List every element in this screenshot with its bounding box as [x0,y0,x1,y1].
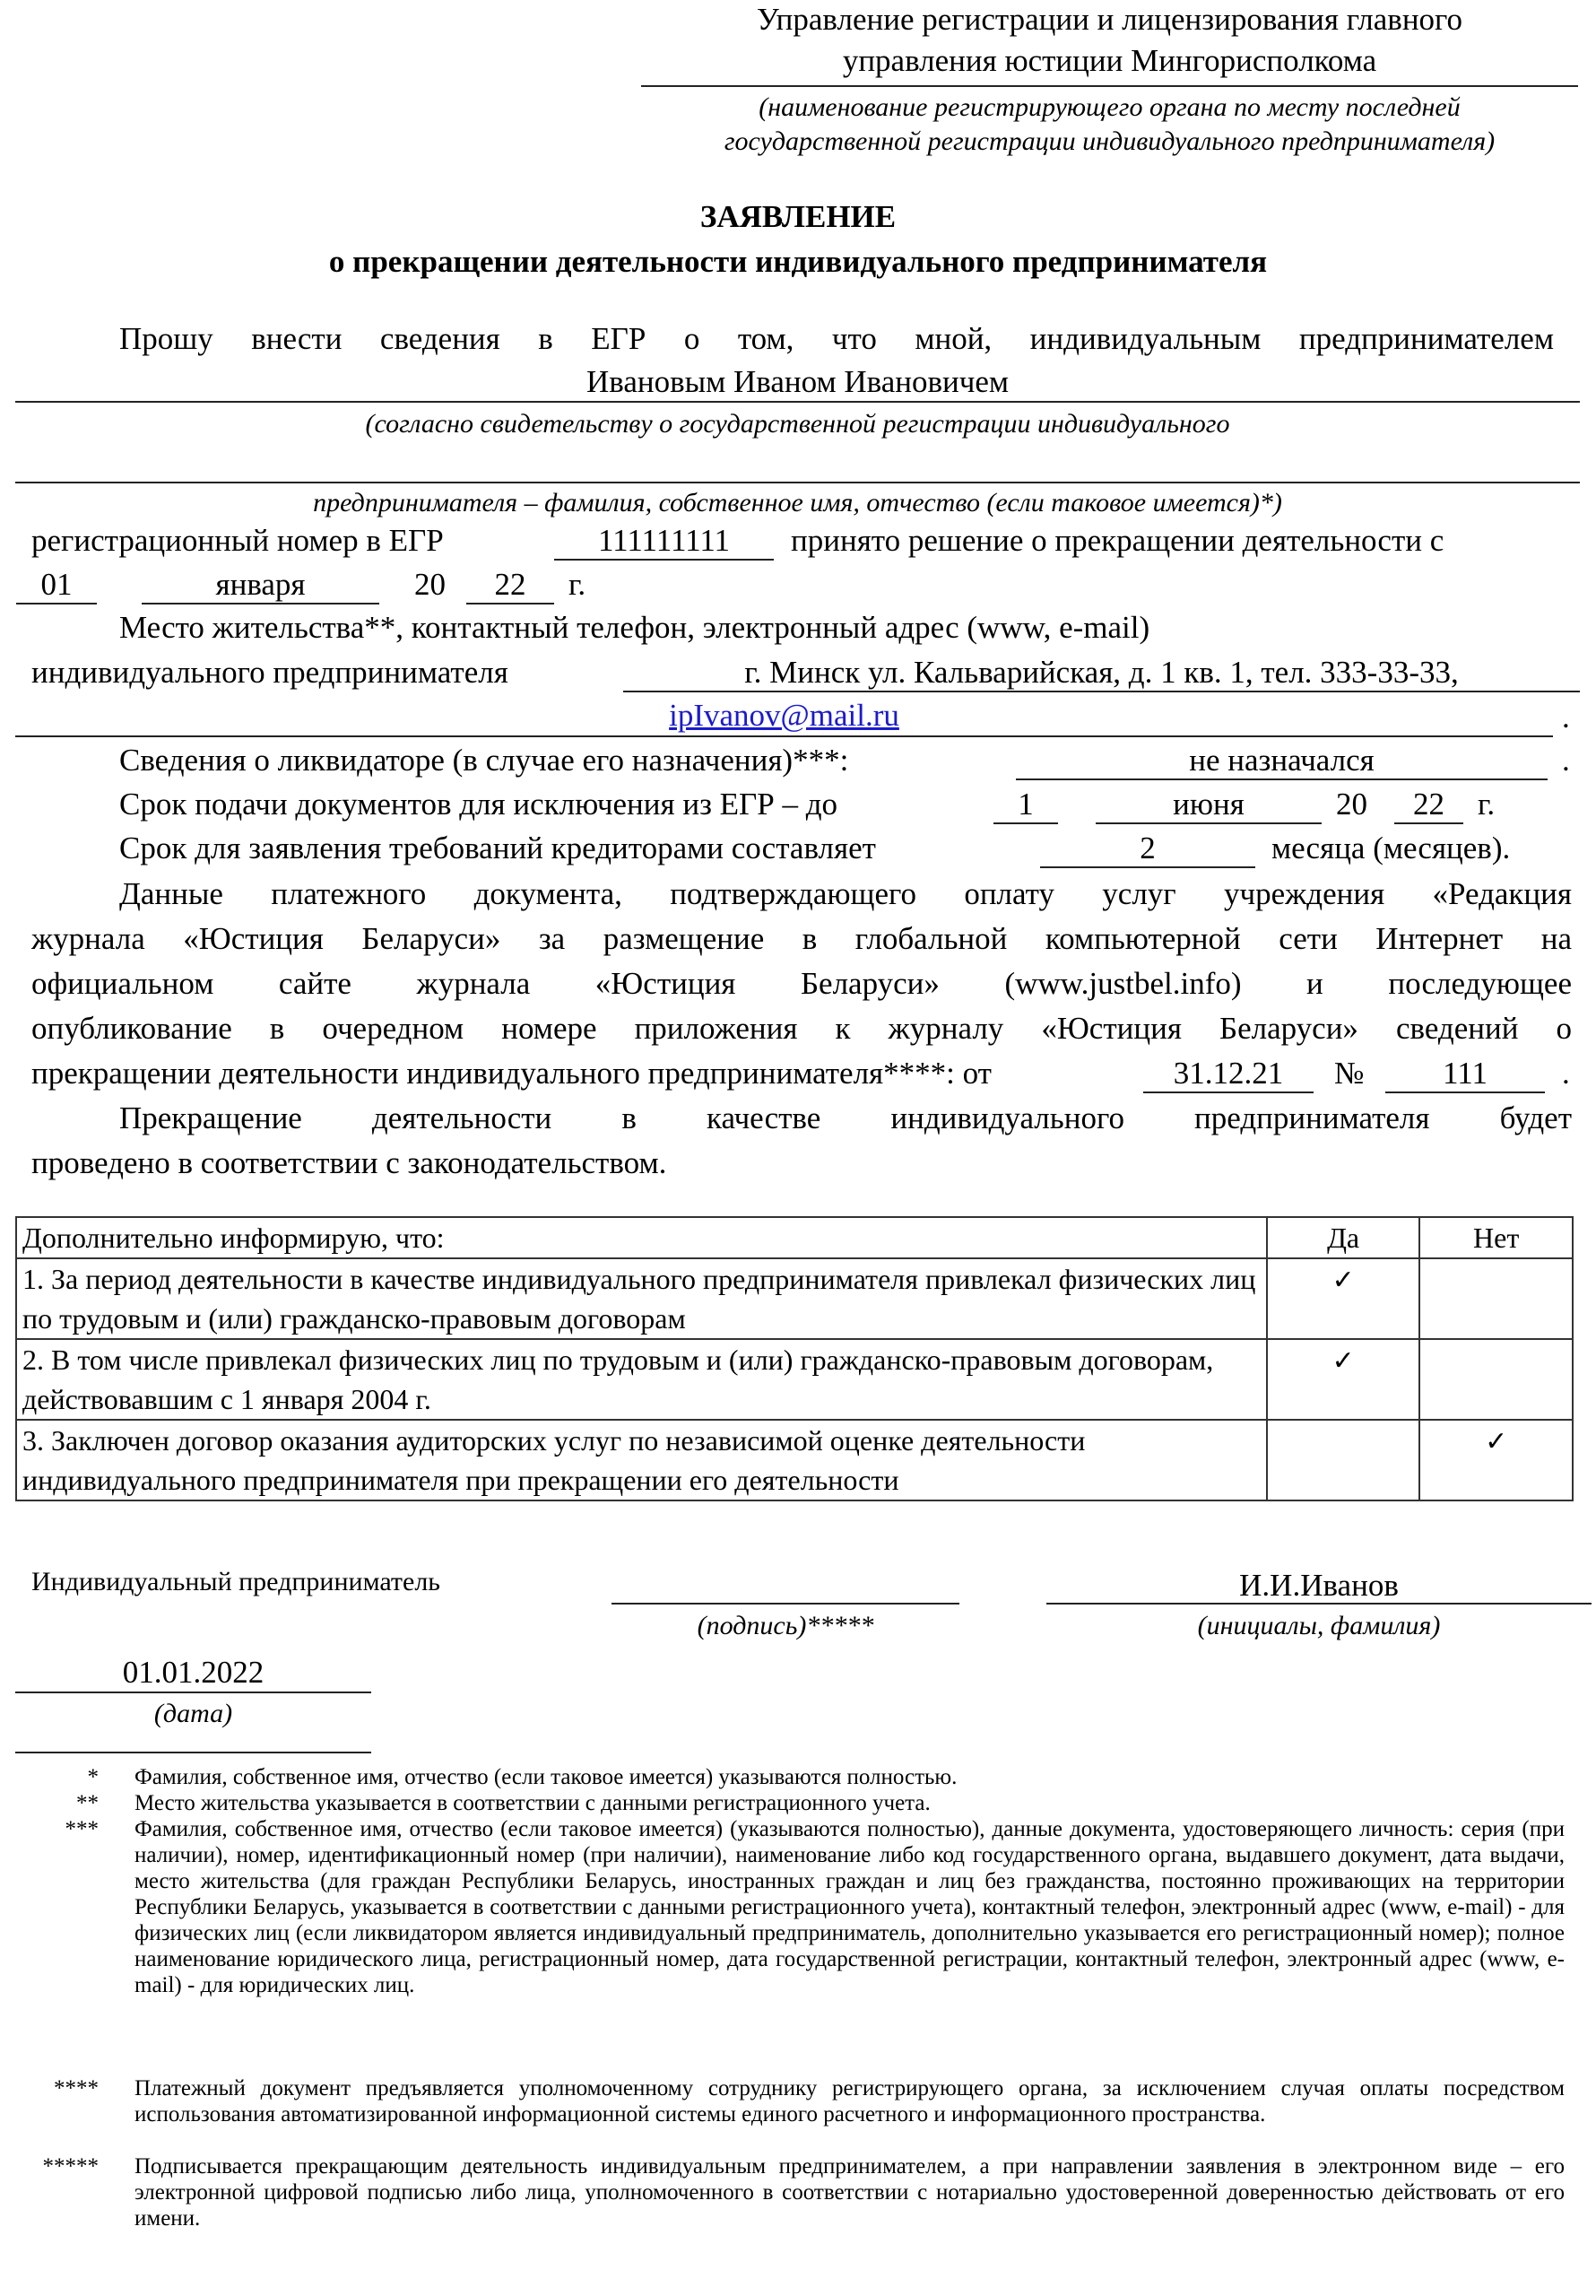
deadline-year-field[interactable]: 22 [1394,787,1463,824]
email-underline [15,735,1553,737]
table-header-yes: Да [1267,1217,1420,1258]
footnote-mark: ***** [42,2154,99,2179]
table-header-row [16,1217,1573,1258]
date-caption: (дата) [153,1699,233,1728]
footnote-mark: *** [65,1817,99,1841]
decision-century: 20 [414,567,446,602]
payment-line-4: опубликование в очередном номере приложения к журналу «Юстиция Беларуси» сведений о [31,1011,1572,1046]
signatory-role: Индивидуальный предприниматель [31,1567,440,1596]
name-signature-line [1046,1603,1592,1605]
decision-text: принято решение о прекращении деятельности с [791,523,1444,558]
email-period: . [1562,700,1570,735]
yes-checkbox-cell[interactable] [1267,1258,1420,1339]
creditors-field[interactable]: 2 [1040,831,1255,868]
payment-line-2: журнала «Юстиция Беларуси» за размещение в глобальной компьютерной сети Интернет на [31,921,1572,956]
signatory-name[interactable]: И.И.Иванов [1239,1568,1399,1603]
signature-caption: (подпись)***** [697,1611,874,1640]
reg-number-field[interactable]: 111111111 [554,523,774,561]
reg-number-label: регистрационный номер в ЕГР [31,523,444,558]
name-caption-line-1: (согласно свидетельству о государственной регистрации индивидуального [365,409,1230,439]
decision-month-field[interactable]: января [142,567,379,604]
checkmark-icon: ✓ [1485,1426,1508,1457]
liquidator-label: Сведения о ликвидаторе (в случае его назначения)***: [119,743,849,778]
liquidator-field[interactable]: не назначался [1016,743,1548,780]
deadline-month-field[interactable]: июня [1096,787,1322,824]
footnote-text: Фамилия, собственное имя, отчество (если таковое имеется) указываются полностью. [134,1765,958,1789]
table-row [16,1420,1573,1500]
document-subtitle: о прекращении деятельности индивидуального предпринимателя [328,244,1268,279]
date-line [15,1692,371,1693]
name-underline-2 [15,482,1580,483]
creditors-suffix: месяца (месяцев). [1271,831,1511,865]
signature-line[interactable] [612,1603,959,1605]
email-link[interactable]: ipIvanov@mail.ru [669,698,899,733]
yes-checkbox-cell[interactable] [1267,1420,1420,1500]
footnote-separator [15,1752,371,1753]
decision-day-field[interactable]: 01 [16,567,97,604]
document-title: ЗАЯВЛЕНИЕ [699,199,897,234]
email-row [15,698,1553,734]
closing-line-1: Прекращение деятельности в качестве индивидуального предпринимателя будет [119,1100,1572,1135]
payment-line-5: прекращении деятельности индивидуального предпринимателя****: от [31,1056,992,1091]
payment-date-field[interactable]: 31.12.21 [1143,1056,1314,1093]
deadline-label: Срок подачи документов для исключения из ЕГР – до [119,787,838,822]
table-header-question: Дополнительно информирую, что: [16,1217,1267,1258]
table-row [16,1258,1573,1339]
creditors-label: Срок для заявления требований кредиторами составляет [119,831,876,865]
request-text: Прошу внести сведения в ЕГР о том, что мной, индивидуальным предпринимателем [119,321,1554,356]
authority-caption-line-1: (наименование регистрирующего органа по месту последней [759,92,1461,122]
footnote-text: Место жительства указывается в соответствии с данными регистрационного учета. [134,1791,931,1815]
name-caption-line-2: предпринимателя – фамилия, собственное имя, отчество (если таковое имеется)*) [313,488,1282,517]
footnote-mark: **** [54,2076,99,2100]
footnote-mark: ** [76,1791,99,1815]
table-header-no: Нет [1419,1217,1573,1258]
checkmark-icon: ✓ [1331,1345,1355,1377]
footnote-text: Подписывается прекращающим деятельность индивидуальным предпринимателем, а при направлении заявления в электронном виде – его электронной цифровой подписью либо лица, уполномоченного в соответствии с нотариально удостоверенной доверенностью действовать от его имени. [134,2154,1565,2231]
date-value[interactable]: 01.01.2022 [122,1655,265,1690]
table-row [16,1339,1573,1420]
no-checkbox-cell[interactable] [1419,1420,1573,1500]
deadline-year-suffix: г. [1478,787,1496,822]
number-sign: № [1334,1056,1365,1091]
deadline-century: 20 [1336,787,1367,822]
name-underline [15,401,1580,403]
decision-year-suffix: г. [568,567,586,602]
footnote-mark: * [87,1765,99,1789]
table-row-text: 2. В том числе привлекал физических лиц по трудовым и (или) гражданско-правовым договорам, действовавшим с 1 января 2004 г. [16,1339,1267,1420]
additional-info-table [15,1216,1574,1501]
no-checkbox-cell[interactable] [1419,1258,1573,1339]
residence-label-line-2: индивидуального предпринимателя [31,655,508,690]
decision-year-field[interactable]: 22 [466,567,554,604]
table-row-text: 1. За период деятельности в качестве индивидуального предпринимателя привлекал физических лиц по трудовым и (или) гражданско-правовым договорам [16,1258,1267,1339]
entrepreneur-name: Ивановым Иваном Ивановичем [585,364,1010,399]
residence-label-line-1: Место жительства**, контактный телефон, электронный адрес (www, e-mail) [119,610,1150,645]
liquidator-period: . [1562,743,1570,778]
yes-checkbox-cell[interactable] [1267,1339,1420,1420]
payment-line-1: Данные платежного документа, подтверждающего оплату услуг учреждения «Редакция [119,876,1572,911]
table-row-text: 3. Заключен договор оказания аудиторских услуг по независимой оценке деятельности индивидуального предпринимателя при прекращении его деятельности [16,1420,1267,1500]
authority-line-2: управления юстиции Мингорисполкома [842,43,1377,78]
authority-line-1: Управление регистрации и лицензирования главного [756,2,1463,37]
authority-caption-line-2: государственной регистрации индивидуального предпринимателя) [724,126,1496,156]
no-checkbox-cell[interactable] [1419,1339,1573,1420]
residence-field[interactable]: г. Минск ул. Кальварийская, д. 1 кв. 1, тел. 333-33-33, [623,655,1580,692]
closing-line-2: проведено в соответствии с законодательством. [31,1145,667,1180]
deadline-day-field[interactable]: 1 [993,787,1058,824]
payment-number-field[interactable]: 111 [1385,1056,1545,1093]
footnote-text: Платежный документ предъявляется уполномоченному сотруднику регистрирующего органа, за исключением случая оплаты посредством использования автоматизированной информационной системы единого расчетного и информационного пространства. [134,2076,1565,2126]
authority-underline [641,85,1578,87]
payment-period: . [1562,1056,1570,1091]
checkmark-icon: ✓ [1331,1265,1355,1296]
name-caption: (инициалы, фамилия) [1197,1611,1441,1640]
footnote-text: Фамилия, собственное имя, отчество (если таковое имеется) (указываются полностью), данные документа, удостоверяющего личность: серия (при наличии), номер, идентификационный номер (при наличии), наименование либо код государственного органа, выдавшего документ, дата выдачи, место жительства (для граждан Республики Беларусь, иностранных граждан и лиц без гражданства, постоянно проживающих на территории Республики Беларусь, указывается в соответствии с данными регистрационного учета), контактный телефон, электронный адрес (www, e-mail) - для физических лиц (если ликвидатором является индивидуальный предприниматель, дополнительно указывается его регистрационный номер); полное наименование юридического лица, регистрационный номер, дата государственной регистрации, контактный телефон, электронный адрес (www, e-mail) - для юридических лиц. [134,1817,1565,1997]
payment-line-3: официальном сайте журнала «Юстиция Беларуси» (www.justbel.info) и последующее [31,966,1572,1001]
